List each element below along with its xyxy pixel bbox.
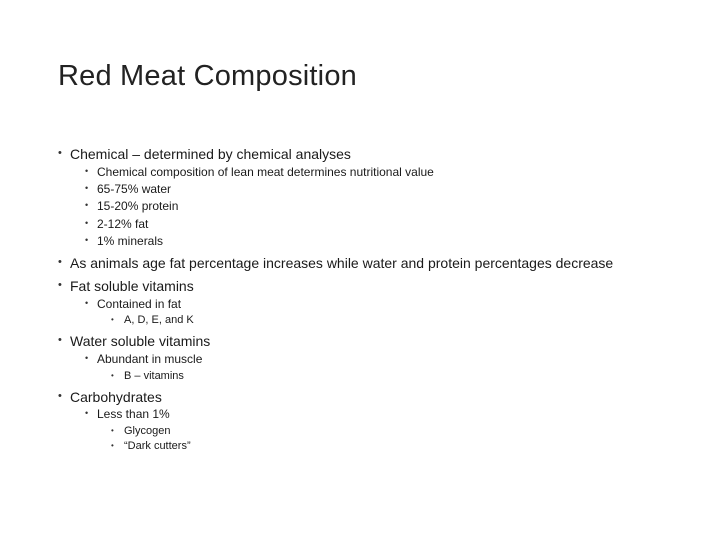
bullet-dot: •: [58, 279, 62, 291]
bullet-text: Water soluble vitamins: [70, 333, 211, 349]
bullet-dot: •: [58, 390, 62, 402]
bullet-dot: •: [85, 200, 89, 210]
bullet-text: A, D, E, and K: [124, 314, 194, 326]
bullet-dot: •: [85, 408, 89, 418]
bullet-dot: •: [111, 371, 114, 380]
bullet-dot: •: [58, 147, 62, 159]
bullet-text: Glycogen: [124, 425, 171, 437]
bullet-dot: •: [111, 426, 114, 435]
bullet-dot: •: [85, 298, 89, 308]
bullet-text: 2-12% fat: [97, 217, 149, 231]
bullet-dot: •: [58, 256, 62, 268]
bullet-text: “Dark cutters”: [124, 440, 191, 452]
bullet-text: Contained in fat: [97, 297, 182, 311]
bullet-text: Abundant in muscle: [97, 352, 203, 366]
bullet-text: Fat soluble vitamins: [70, 278, 194, 294]
bullet-dot: •: [85, 218, 89, 228]
bullet-text: As animals age fat percentage increases while water and protein percentages decrease: [70, 255, 614, 271]
bullet-text: Chemical – determined by chemical analyses: [70, 146, 351, 162]
slide-title: Red Meat Composition: [58, 60, 357, 92]
bullet-text: Carbohydrates: [70, 389, 162, 405]
bullet-text: B – vitamins: [124, 370, 184, 382]
bullet-dot: •: [85, 166, 89, 176]
bullet-dot: •: [111, 441, 114, 450]
bullet-dot: •: [85, 183, 89, 193]
bullet-dot: •: [85, 235, 89, 245]
bullet-text: 65-75% water: [97, 182, 172, 196]
bullet-dot: •: [111, 315, 114, 324]
bullet-dot: •: [85, 353, 89, 363]
bullet-text: 1% minerals: [97, 234, 164, 248]
bullet-text: Less than 1%: [97, 407, 170, 421]
bullet-text: Chemical composition of lean meat determines nutritional value: [97, 165, 434, 179]
bullet-dot: •: [58, 334, 62, 346]
bullet-text: 15-20% protein: [97, 199, 179, 213]
